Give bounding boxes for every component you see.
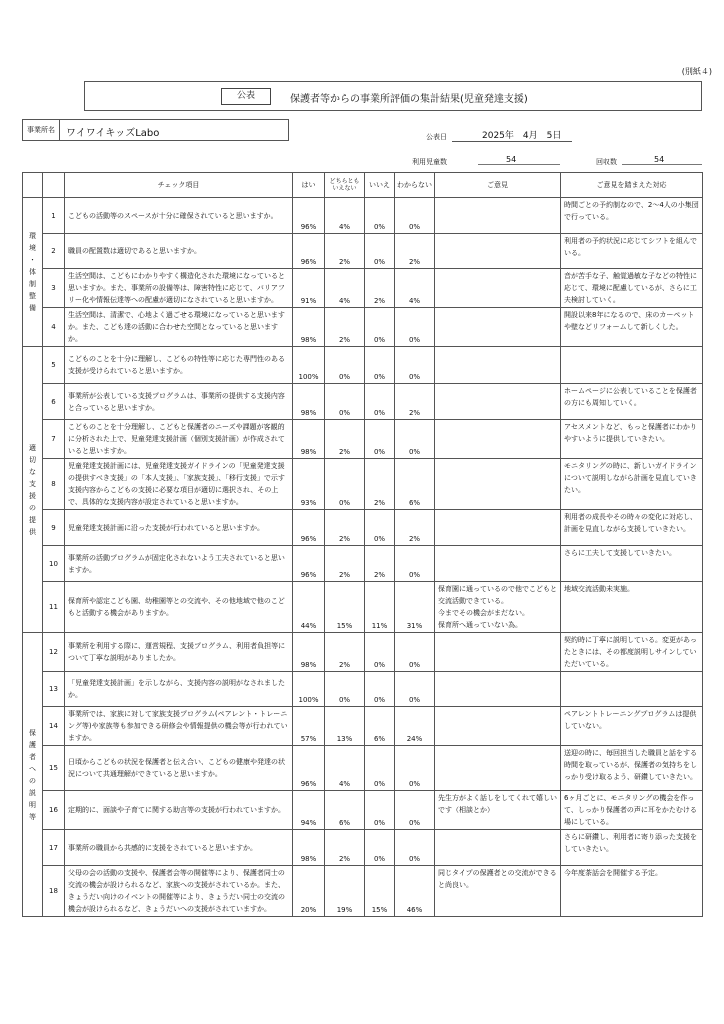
- header-unknown: わからない: [395, 173, 435, 198]
- pct-unknown: 46%: [395, 866, 435, 917]
- public-tag: 公表: [221, 88, 271, 105]
- evaluation-table: [22, 172, 703, 917]
- response-cell: さらに研鑽し、利用者に寄り添った支援をしていきたい。: [561, 830, 703, 866]
- response-cell: [561, 672, 703, 707]
- publish-date-value: 2025年 4月 5日: [452, 128, 572, 142]
- table-row: [23, 420, 703, 459]
- row-number: 11: [43, 582, 65, 633]
- check-item: 生活空間は、清潔で、心地よく過ごせる環境になっていると思いますか。また、こども達の活動に合わせた空間となっていると思いますか。: [65, 308, 293, 347]
- response-cell: ホームページに公表していることを保護者の方にも周知していく。: [561, 384, 703, 420]
- pct-unknown: 31%: [395, 582, 435, 633]
- response-cell: 利用者の成長やその時々の変化に対応し、計画を見直しながら支援していきたい。: [561, 510, 703, 546]
- pct-yes: 96%: [293, 510, 325, 546]
- response-cell: 契約時に丁寧に説明している。変更があったときには、その都度説明しサインしていただいている。: [561, 633, 703, 672]
- check-item: こどものことを十分理解し、こどもと保護者のニーズや課題が客観的に分析された上で、児童発達支援計画（個別支援計画）が作成されていると思いますか。: [65, 420, 293, 459]
- pct-yes: 98%: [293, 384, 325, 420]
- opinion-cell: 同じタイプの保護者との交流ができると尚良い。: [435, 866, 561, 917]
- pct-yes: 98%: [293, 420, 325, 459]
- row-number: 16: [43, 791, 65, 830]
- response-cell: 時間ごとの予約制なので、2～4人の小集団で行っている。: [561, 198, 703, 234]
- opinion-cell: [435, 308, 561, 347]
- opinion-cell: [435, 347, 561, 384]
- users-count-label: 利用児童数: [412, 158, 447, 166]
- pct-no: 0%: [365, 830, 395, 866]
- header-yes: はい: [293, 173, 325, 198]
- table-row: [23, 347, 703, 384]
- pct-unknown: 2%: [395, 384, 435, 420]
- row-number: 5: [43, 347, 65, 384]
- pct-neither: 13%: [325, 707, 365, 746]
- pct-neither: 0%: [325, 672, 365, 707]
- response-cell: 6ヶ月ごとに、モニタリングの機会を作って、しっかり保護者の声に耳をかたむける場にしている。: [561, 791, 703, 830]
- check-item: 生活空間は、こどもにわかりやすく構造化された環境になっていると思いますか。また、事業所の設備等は、障害特性に応じて、バリアフリー化や情報伝達等への配慮が適切になされていると思いますか。: [65, 269, 293, 308]
- table-row: [23, 234, 703, 269]
- pct-unknown: 0%: [395, 420, 435, 459]
- response-cell: [561, 347, 703, 384]
- table-row: [23, 582, 703, 633]
- check-item: こどものことを十分に理解し、こどもの特性等に応じた専門性のある支援が受けられていると思いますか。: [65, 347, 293, 384]
- pct-unknown: 4%: [395, 269, 435, 308]
- pct-neither: 4%: [325, 269, 365, 308]
- pct-yes: 93%: [293, 459, 325, 510]
- check-item: 日頃からこどもの状況を保護者と伝え合い、こどもの健康や発達の状況について共通理解ができていると思いますか。: [65, 746, 293, 791]
- header-neither: どちらとも いえない: [325, 173, 365, 198]
- header-no-answer: いいえ: [365, 173, 395, 198]
- table-row: [23, 546, 703, 582]
- response-cell: 送迎の時に、毎回担当した職員と話をする時間を取っているが、保護者の気持ちをしっかり受け取るよう、研鑽していきたい。: [561, 746, 703, 791]
- pct-no: 0%: [365, 633, 395, 672]
- row-number: 7: [43, 420, 65, 459]
- responses-count-label: 回収数: [596, 158, 617, 166]
- table-row: [23, 633, 703, 672]
- check-item: 父母の会の活動の支援や、保護者会等の開催等により、保護者同士の交流の機会が設けられるなど、家族への支援がされているか。また、きょうだい向けのイベントの開催等により、きょうだい同士の交流の機会が設けられるなど、きょうだいへの支援がされていますか。: [65, 866, 293, 917]
- header-no: [43, 173, 65, 198]
- check-item: 事業所が公表している支援プログラムは、事業所の提供する支援内容と合っていると思いますか。: [65, 384, 293, 420]
- pct-no: 11%: [365, 582, 395, 633]
- pct-no: 0%: [365, 384, 395, 420]
- pct-yes: 20%: [293, 866, 325, 917]
- pct-neither: 2%: [325, 510, 365, 546]
- pct-unknown: 6%: [395, 459, 435, 510]
- response-cell: さらに工夫して支援していきたい。: [561, 546, 703, 582]
- pct-no: 0%: [365, 420, 395, 459]
- opinion-cell: [435, 420, 561, 459]
- check-item: 事業所を利用する際に、運営規程、支援プログラム、利用者負担等について丁寧な説明がありましたか。: [65, 633, 293, 672]
- pct-yes: 57%: [293, 707, 325, 746]
- pct-no: 0%: [365, 198, 395, 234]
- opinion-cell: [435, 672, 561, 707]
- opinion-cell: [435, 269, 561, 308]
- pct-unknown: 2%: [395, 510, 435, 546]
- opinion-cell: [435, 707, 561, 746]
- table-row: [23, 308, 703, 347]
- table-row: [23, 746, 703, 791]
- pct-unknown: 24%: [395, 707, 435, 746]
- pct-unknown: 0%: [395, 633, 435, 672]
- check-item: 事業所の活動プログラムが固定化されないよう工夫されていると思いますか。: [65, 546, 293, 582]
- pct-neither: 15%: [325, 582, 365, 633]
- opinion-cell: [435, 198, 561, 234]
- pct-neither: 4%: [325, 746, 365, 791]
- pct-no: 0%: [365, 510, 395, 546]
- facility-name: ワイワイキッズLabo: [60, 119, 289, 141]
- response-cell: 地域交流活動未実施。: [561, 582, 703, 633]
- pct-no: 2%: [365, 269, 395, 308]
- pct-yes: 44%: [293, 582, 325, 633]
- row-number: 8: [43, 459, 65, 510]
- pct-unknown: 0%: [395, 308, 435, 347]
- pct-yes: 100%: [293, 672, 325, 707]
- table-header-row: [23, 173, 703, 198]
- title-box: [84, 81, 702, 111]
- category-label: 保 護 者 へ の 説 明 等: [23, 633, 43, 917]
- pct-no: 0%: [365, 791, 395, 830]
- pct-yes: 98%: [293, 633, 325, 672]
- pct-yes: 96%: [293, 546, 325, 582]
- table-row: [23, 791, 703, 830]
- header-category: [23, 173, 43, 198]
- opinion-cell: 保育園に通っているので他でこどもと交流活動できている。 今までその機会がまだない。 保育所へ通っていない為。: [435, 582, 561, 633]
- table-row: [23, 269, 703, 308]
- header-check: チェック項目: [65, 173, 293, 198]
- opinion-cell: [435, 546, 561, 582]
- pct-no: 0%: [365, 347, 395, 384]
- check-item: 事業所では、家族に対して家族支援プログラム(ペアレント・トレーニング等)や家族等も参加できる研修会や情報提供の機会等が行われていますか。: [65, 707, 293, 746]
- category-label: 適 切 な 支 援 の 提 供: [23, 347, 43, 633]
- opinion-cell: 先生方がよく話しをしてくれて嬉しいです（相談とか）: [435, 791, 561, 830]
- pct-neither: 2%: [325, 234, 365, 269]
- pct-neither: 4%: [325, 198, 365, 234]
- response-cell: 音が苦手な子、触覚過敏な子などの特性に応じて、環境に配慮しているが、さらに工夫検討していく。: [561, 269, 703, 308]
- pct-neither: 0%: [325, 459, 365, 510]
- opinion-cell: [435, 746, 561, 791]
- row-number: 6: [43, 384, 65, 420]
- pct-yes: 96%: [293, 234, 325, 269]
- response-cell: 今年度茶話会を開催する予定。: [561, 866, 703, 917]
- pct-yes: 96%: [293, 746, 325, 791]
- header-opinion: ご意見: [435, 173, 561, 198]
- pct-neither: 0%: [325, 347, 365, 384]
- pct-no: 0%: [365, 308, 395, 347]
- row-number: 1: [43, 198, 65, 234]
- table-row: [23, 707, 703, 746]
- check-item: 職員の配置数は適切であると思いますか。: [65, 234, 293, 269]
- opinion-cell: [435, 384, 561, 420]
- pct-yes: 98%: [293, 308, 325, 347]
- response-cell: アセスメントなど、もっと保護者にわかりやすいように提供していきたい。: [561, 420, 703, 459]
- table-row: [23, 459, 703, 510]
- pct-neither: 2%: [325, 420, 365, 459]
- page-title: 保護者等からの事業所評価の集計結果(児童発達支援): [290, 94, 528, 105]
- row-number: 4: [43, 308, 65, 347]
- pct-no: 15%: [365, 866, 395, 917]
- pct-yes: 94%: [293, 791, 325, 830]
- response-cell: ペアレントトレーニングプログラムは提供していない。: [561, 707, 703, 746]
- users-count-value: 54: [478, 155, 560, 165]
- pct-neither: 2%: [325, 830, 365, 866]
- pct-neither: 6%: [325, 791, 365, 830]
- row-number: 14: [43, 707, 65, 746]
- opinion-cell: [435, 633, 561, 672]
- opinion-cell: [435, 234, 561, 269]
- row-number: 15: [43, 746, 65, 791]
- table-row: [23, 384, 703, 420]
- row-number: 18: [43, 866, 65, 917]
- pct-no: 0%: [365, 234, 395, 269]
- check-item: 保育所や認定こども園、幼稚園等との交流や、その他地域で他のこどもと活動する機会がありますか。: [65, 582, 293, 633]
- response-cell: モニタリングの時に、新しいガイドラインについて説明しながら計画を見直していきたい。: [561, 459, 703, 510]
- pct-unknown: 0%: [395, 198, 435, 234]
- table-row: [23, 830, 703, 866]
- check-item: 定期的に、面談や子育てに関する助言等の支援が行われていますか。: [65, 791, 293, 830]
- table-row: [23, 672, 703, 707]
- category-label: 環 境 ・ 体 制 整 備: [23, 198, 43, 347]
- pct-no: 6%: [365, 707, 395, 746]
- pct-no: 0%: [365, 746, 395, 791]
- pct-yes: 100%: [293, 347, 325, 384]
- row-number: 3: [43, 269, 65, 308]
- facility-label: 事業所名: [22, 119, 60, 141]
- opinion-cell: [435, 830, 561, 866]
- pct-unknown: 0%: [395, 546, 435, 582]
- pct-unknown: 2%: [395, 234, 435, 269]
- row-number: 10: [43, 546, 65, 582]
- pct-no: 2%: [365, 459, 395, 510]
- row-number: 13: [43, 672, 65, 707]
- row-number: 17: [43, 830, 65, 866]
- response-cell: 開設以来8年になるので、床のカーペットや壁などリフォームして新しくした。: [561, 308, 703, 347]
- check-item: 事業所の職員から共感的に支援をされていると思いますか。: [65, 830, 293, 866]
- pct-no: 0%: [365, 672, 395, 707]
- pct-yes: 98%: [293, 830, 325, 866]
- check-item: 児童発達支援計画に沿った支援が行われていると思いますか。: [65, 510, 293, 546]
- pct-neither: 2%: [325, 546, 365, 582]
- pct-yes: 91%: [293, 269, 325, 308]
- pct-unknown: 0%: [395, 746, 435, 791]
- pct-unknown: 0%: [395, 830, 435, 866]
- pct-yes: 96%: [293, 198, 325, 234]
- response-cell: 利用者の予約状況に応じてシフトを組んでいる。: [561, 234, 703, 269]
- table-row: [23, 510, 703, 546]
- check-item: 「児童発達支援計画」を示しながら、支援内容の説明がなされましたか。: [65, 672, 293, 707]
- publish-date-label: 公表日: [426, 133, 447, 141]
- pct-no: 2%: [365, 546, 395, 582]
- row-number: 12: [43, 633, 65, 672]
- pct-neither: 2%: [325, 633, 365, 672]
- opinion-cell: [435, 459, 561, 510]
- opinion-cell: [435, 510, 561, 546]
- table-row: [23, 198, 703, 234]
- responses-count-value: 54: [622, 155, 702, 165]
- annex-label: (別紙４): [681, 67, 712, 76]
- check-item: こどもの活動等のスペースが十分に確保されていると思いますか。: [65, 198, 293, 234]
- pct-neither: 19%: [325, 866, 365, 917]
- pct-neither: 2%: [325, 308, 365, 347]
- table-row: [23, 866, 703, 917]
- pct-neither: 0%: [325, 384, 365, 420]
- pct-unknown: 0%: [395, 672, 435, 707]
- row-number: 9: [43, 510, 65, 546]
- pct-unknown: 0%: [395, 347, 435, 384]
- pct-unknown: 0%: [395, 791, 435, 830]
- row-number: 2: [43, 234, 65, 269]
- header-response: ご意見を踏まえた対応: [561, 173, 703, 198]
- check-item: 児童発達支援計画には、児童発達支援ガイドラインの「児童発達支援の提供すべき支援」の「本人支援」、「家族支援」、「移行支援」で示す支援内容からこどもの支援に必要な項目が適切に選択され、その上で、具体的な支援内容が設定されていると思いますか。: [65, 459, 293, 510]
